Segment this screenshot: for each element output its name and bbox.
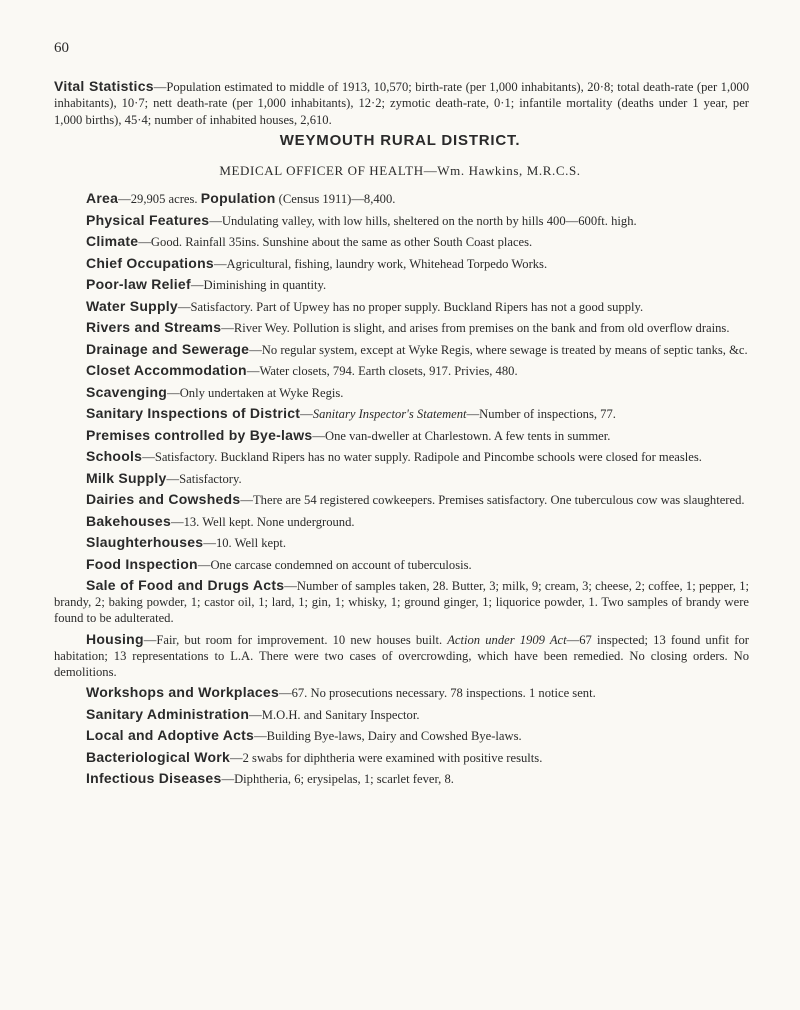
report-section bbox=[54, 319, 749, 336]
section-text: —Satisfactory. Part of Upwey has no proper supply. Buckland Ripers has not a good supply. bbox=[177, 299, 644, 314]
report-section bbox=[54, 298, 749, 315]
section-italic-text: Sanitary Inspector's Statement bbox=[312, 407, 467, 421]
section-heading: Chief Occupations bbox=[86, 254, 214, 271]
section-text: —Agricultural, fishing, laundry work, Whitehead Torpedo Works. bbox=[213, 256, 548, 271]
report-section bbox=[54, 384, 749, 401]
report-section bbox=[54, 749, 749, 766]
section-text: —One carcase condemned on account of tuberculosis. bbox=[197, 557, 472, 572]
section-italic-text: Action under 1909 Act bbox=[447, 632, 567, 647]
section-text: —Undulating valley, with low hills, sheltered on the north by hills 400—600ft. high. bbox=[209, 213, 637, 228]
section-heading: Bacteriological Work bbox=[86, 748, 231, 765]
section-heading: Water Supply bbox=[86, 297, 178, 314]
section-text: —Building Bye-laws, Dairy and Cowshed Bye-laws. bbox=[254, 729, 522, 743]
report-section bbox=[54, 341, 749, 358]
section-dash: — bbox=[300, 407, 313, 421]
report-section bbox=[54, 684, 749, 701]
section-heading: Dairies and Cowsheds bbox=[86, 491, 241, 507]
section-text: —There are 54 registered cowkeepers. Premises satisfactory. One tuberculous cow was slaughtered. bbox=[240, 493, 745, 507]
report-section bbox=[54, 513, 749, 530]
report-section bbox=[54, 491, 749, 508]
section-text: —Number of inspections, 77. bbox=[466, 407, 616, 421]
medical-officer-line: MEDICAL OFFICER OF HEALTH—Wm. Hawkins, M.R.C.S. bbox=[219, 163, 581, 178]
section-heading: Bakehouses bbox=[86, 512, 171, 529]
page-number: 60 bbox=[54, 40, 69, 56]
section-heading: Local and Adoptive Acts bbox=[86, 727, 255, 743]
report-section-housing bbox=[54, 631, 749, 680]
section-text: —29,905 acres. bbox=[118, 192, 198, 206]
section-heading: Climate bbox=[86, 233, 139, 249]
section-heading: Workshops and Workplaces bbox=[86, 684, 279, 700]
section-text: —M.O.H. and Sanitary Inspector. bbox=[249, 707, 420, 722]
report-section bbox=[54, 577, 749, 626]
report-section bbox=[54, 534, 749, 551]
section-heading: Milk Supply bbox=[86, 469, 167, 486]
section-heading: Infectious Diseases bbox=[86, 770, 222, 786]
section-text: —Fair, but room for improvement. 10 new houses built. bbox=[143, 632, 443, 647]
report-section bbox=[54, 770, 749, 787]
report-section bbox=[54, 727, 749, 744]
area-population-line bbox=[54, 190, 749, 207]
section-heading: Physical Features bbox=[86, 211, 210, 228]
section-text: —Diminishing in quantity. bbox=[190, 278, 327, 292]
section-heading: Rivers and Streams bbox=[86, 319, 222, 335]
vital-statistics-paragraph bbox=[54, 78, 749, 129]
section-heading: Sanitary Administration bbox=[86, 705, 250, 722]
section-heading: Population bbox=[200, 190, 276, 206]
section-heading: Poor-law Relief bbox=[86, 276, 191, 292]
section-heading: Vital Statistics bbox=[54, 77, 154, 94]
report-section bbox=[54, 556, 749, 573]
section-text: —13. Well kept. None underground. bbox=[170, 514, 355, 529]
section-heading: Slaughterhouses bbox=[86, 534, 204, 550]
section-heading: Closet Accommodation bbox=[86, 362, 247, 378]
section-text: —Good. Rainfall 35ins. Sunshine about the same as other South Coast places. bbox=[138, 235, 533, 249]
section-text: —Only undertaken at Wyke Regis. bbox=[167, 385, 344, 400]
section-heading: Food Inspection bbox=[86, 555, 198, 572]
section-text: —River Wey. Pollution is slight, and arises from premises on the bank and from old overflow drains. bbox=[221, 321, 730, 335]
report-section bbox=[54, 212, 749, 229]
report-section-sanitary-inspections bbox=[54, 405, 749, 422]
section-text: —One van-dweller at Charlestown. A few tents in summer. bbox=[312, 428, 611, 443]
report-section bbox=[54, 233, 749, 250]
report-section bbox=[54, 362, 749, 379]
section-text: —Diphtheria, 6; erysipelas, 1; scarlet fever, 8. bbox=[221, 772, 454, 786]
report-sections bbox=[54, 190, 749, 792]
section-heading: Drainage and Sewerage bbox=[86, 340, 250, 357]
section-heading: Schools bbox=[86, 448, 143, 464]
report-section bbox=[54, 706, 749, 723]
section-heading: Scavenging bbox=[86, 383, 168, 400]
section-heading: Housing bbox=[86, 630, 144, 647]
section-heading: Sanitary Inspections of District bbox=[86, 405, 301, 421]
report-section bbox=[54, 427, 749, 444]
section-text: —67 inspected; 13 found unfit for habitation; 13 representations to L.A. There were two cases of overcrowding, which have been remedied. No closing orders. No demolitions. bbox=[54, 632, 749, 679]
district-title: WEYMOUTH RURAL DISTRICT. bbox=[279, 132, 521, 149]
section-heading: Area bbox=[86, 190, 119, 206]
report-section bbox=[54, 276, 749, 293]
report-section bbox=[54, 448, 749, 465]
report-section bbox=[54, 470, 749, 487]
section-text: —No regular system, except at Wyke Regis, where sewage is treated by means of septic tanks, &c. bbox=[249, 342, 748, 357]
section-text: —10. Well kept. bbox=[203, 536, 287, 550]
section-text: —Water closets, 794. Earth closets, 917. Privies, 480. bbox=[246, 364, 518, 378]
section-heading: Sale of Food and Drugs Acts bbox=[86, 577, 285, 593]
section-text: (Census 1911)—8,400. bbox=[278, 192, 396, 206]
section-text: —2 swabs for diphtheria were examined with positive results. bbox=[230, 750, 543, 765]
section-text: —Population estimated to middle of 1913, 10,570; birth-rate (per 1,000 inhabitants), 20·8; total death-rate (per 1,000 inhabitants), 10·7; nett death-rate (per 1,000 inhabitants), 12·2; zymotic death-rate, 0·1; infantile mortality (deaths under 1 year, per 1,000 births), 45·4; number of inhabited houses, 2,610. bbox=[54, 79, 749, 127]
section-heading: Premises controlled by Bye-laws bbox=[86, 426, 313, 443]
section-text: —Satisfactory. bbox=[166, 471, 242, 486]
section-text: —Number of samples taken, 28. Butter, 3; milk, 9; cream, 3; cheese, 2; coffee, 1; pepper, 1; brandy, 2; baking powder, 1; castor oil, 1; lard, 1; gin, 1; whisky, 1; ground ginger, 1; liquorice powder, 1. Two samples of brandy were found to be adulterated. bbox=[54, 579, 749, 625]
section-text: —Satisfactory. Buckland Ripers has no water supply. Radipole and Pincombe schools were closed for measles. bbox=[142, 450, 702, 464]
section-text: —67. No prosecutions necessary. 78 inspections. 1 notice sent. bbox=[278, 686, 596, 700]
report-section bbox=[54, 255, 749, 272]
